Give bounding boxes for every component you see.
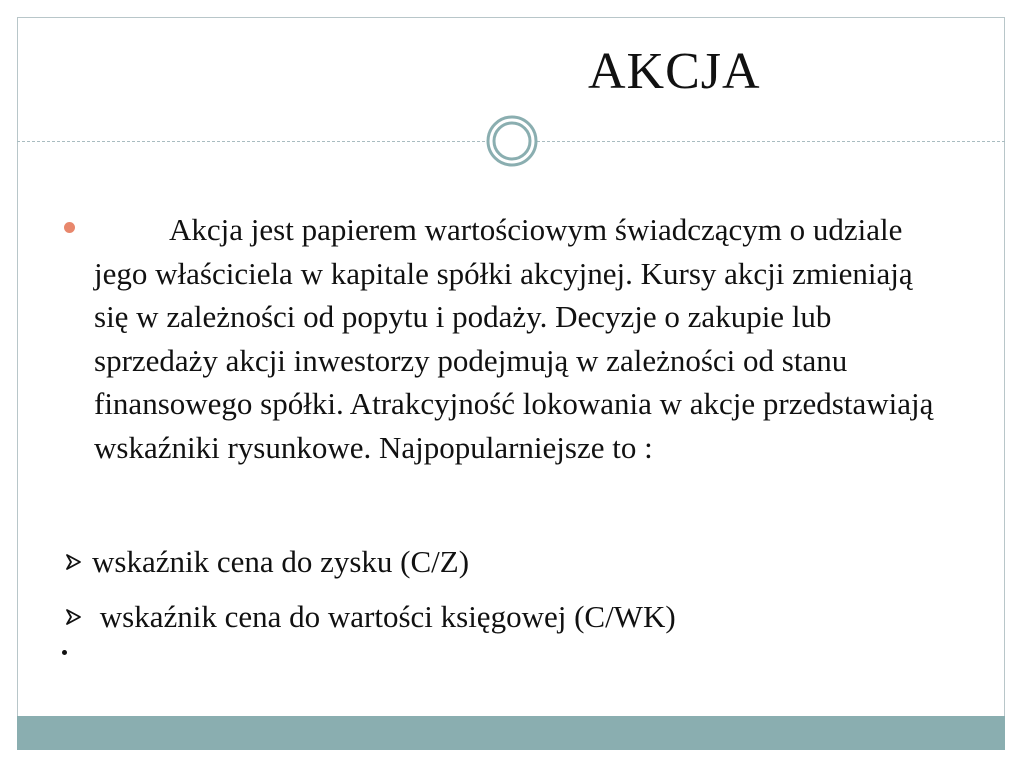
paragraph-content: Akcja jest papierem wartościowym świadczącym o udziale jego właściciela w kapitale spółki akcyjnej. Kursy akcji zmieniają się w zależności od popytu i podaży. Decyzje o zakupie lub sprzedaży akcji inwestorzy podejmują w zależności od stanu finansowego spółki. Atrakcyjność lokowania w akcje przedstawiają wskaźniki rysunkowe. Najpopularniejsze to : bbox=[94, 212, 934, 465]
arrow-bullet-icon bbox=[64, 551, 86, 573]
main-bullet bbox=[64, 208, 964, 469]
list-item-label: wskaźnik cena do wartości księgowej (C/WK) bbox=[92, 599, 676, 634]
list-item bbox=[64, 542, 469, 582]
footer-bar bbox=[17, 716, 1005, 750]
bullet-dot-icon bbox=[64, 222, 75, 233]
empty-bullet-icon bbox=[62, 650, 67, 655]
list-item bbox=[64, 597, 676, 637]
paragraph-text bbox=[94, 208, 944, 469]
list-item-label: wskaźnik cena do zysku (C/Z) bbox=[92, 544, 470, 579]
slide-title: AKCJA bbox=[588, 43, 761, 100]
arrow-bullet-icon bbox=[64, 606, 86, 628]
circle-ornament-icon bbox=[486, 115, 538, 167]
